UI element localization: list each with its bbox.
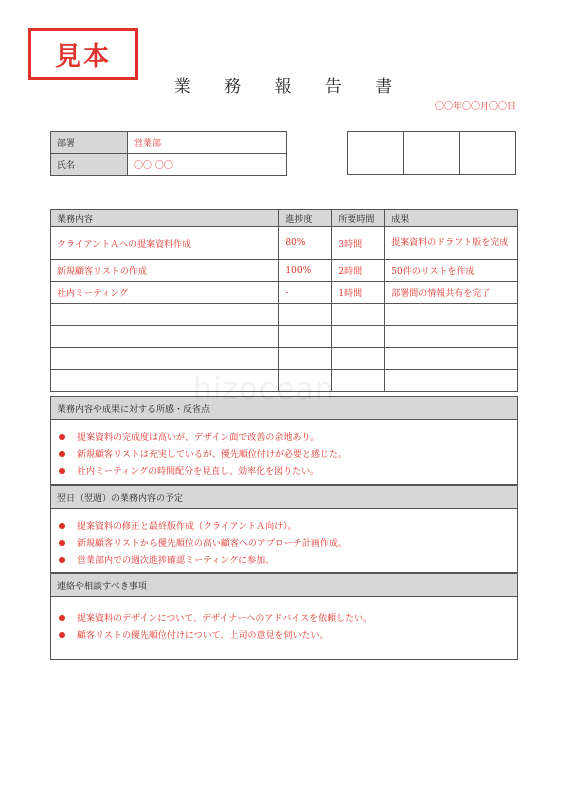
progress-cell: 80% (279, 227, 332, 260)
approval-box (404, 132, 460, 175)
list-item-text: 新規顧客リストは充実しているが、優先順位付けが必要と感じた。 (77, 450, 347, 460)
result-cell: 50件のリストを作成 (385, 260, 518, 282)
approval-stamp-boxes (347, 131, 516, 175)
list-item-text: 社内ミーティングの時間配分を見直し、効率化を図りたい。 (77, 467, 320, 477)
task-cell: クライアントＡへの提案資料作成 (51, 227, 279, 260)
table-row (51, 348, 518, 370)
plan-list (51, 509, 517, 568)
plan-header: 翌日（翌週）の業務内容の予定 (51, 486, 517, 509)
table-row (51, 260, 518, 282)
time-cell (332, 326, 385, 348)
task-table (50, 209, 518, 392)
consult-list (51, 597, 517, 643)
time-cell (332, 370, 385, 392)
header-task: 業務内容 (51, 210, 279, 227)
name-label: 氏名 (51, 154, 128, 176)
bullet-icon (59, 523, 65, 529)
task-cell (51, 326, 279, 348)
consult-section (50, 573, 518, 660)
watermark: hizocean (193, 372, 335, 407)
list-item-text: 新規顧客リストから優先順位の高い顧客へのアプローチ計画作成。 (77, 539, 347, 549)
department-value: 営業部 (128, 132, 287, 154)
task-cell (51, 304, 279, 326)
progress-cell (279, 326, 332, 348)
list-item (59, 428, 517, 445)
list-item-text: 提案資料の修正と最終版作成（クライアントＡ向け）。 (77, 522, 297, 532)
list-item (59, 551, 517, 568)
progress-cell: - (279, 282, 332, 304)
table-row (51, 326, 518, 348)
result-cell (385, 326, 518, 348)
reflection-list (51, 420, 517, 479)
table-row (51, 282, 518, 304)
list-item (59, 534, 517, 551)
list-item (59, 609, 517, 626)
bullet-icon (59, 557, 65, 563)
info-table (50, 131, 287, 176)
info-row (51, 132, 287, 154)
sample-stamp: 見本 (28, 28, 138, 80)
task-cell (51, 348, 279, 370)
reflection-header: 業務内容や成果に対する所感・反省点 (51, 397, 517, 420)
table-row (51, 304, 518, 326)
header-time: 所要時間 (332, 210, 385, 227)
info-row (51, 154, 287, 176)
result-cell (385, 348, 518, 370)
list-item-text: 顧客リストの優先順位付けについて、上司の意見を伺いたい。 (77, 631, 329, 641)
bullet-icon (59, 434, 65, 440)
bullet-icon (59, 540, 65, 546)
bullet-icon (59, 468, 65, 474)
bullet-icon (59, 615, 65, 621)
task-cell: 新規顧客リストの作成 (51, 260, 279, 282)
approval-box (348, 132, 404, 175)
result-cell (385, 370, 518, 392)
list-item (59, 517, 517, 534)
progress-cell (279, 304, 332, 326)
list-item-text: 提案資料のデザインについて、デザイナーへのアドバイスを依頼したい。 (77, 614, 373, 624)
result-cell (385, 304, 518, 326)
list-item (59, 462, 517, 479)
header-progress: 進捗度 (279, 210, 332, 227)
progress-cell: 100% (279, 260, 332, 282)
bullet-icon (59, 632, 65, 638)
time-cell: 2時間 (332, 260, 385, 282)
list-item (59, 626, 517, 643)
time-cell (332, 304, 385, 326)
consult-header: 連絡や相談すべき事項 (51, 574, 517, 597)
task-table-header (51, 210, 518, 227)
department-label: 部署 (51, 132, 128, 154)
list-item (59, 445, 517, 462)
list-item-text: 営業部内での週次進捗確認ミーティングに参加。 (77, 556, 275, 566)
result-cell: 提案資料のドラフト版を完成 (385, 227, 518, 260)
header-result: 成果 (385, 210, 518, 227)
result-cell: 部署間の情報共有を完了 (385, 282, 518, 304)
name-value: 〇〇 〇〇 (128, 154, 287, 176)
plan-section (50, 485, 518, 573)
report-date: 〇〇年〇〇月〇〇日 (434, 102, 516, 112)
time-cell: 1時間 (332, 282, 385, 304)
table-row (51, 227, 518, 260)
task-cell: 社内ミーティング (51, 282, 279, 304)
list-item-text: 提案資料の完成度は高いが、デザイン面で改善の余地あり。 (77, 433, 320, 443)
bullet-icon (59, 451, 65, 457)
time-cell (332, 348, 385, 370)
document-title: 業 務 報 告 書 (173, 77, 407, 97)
approval-box (460, 132, 516, 175)
progress-cell (279, 348, 332, 370)
reflection-section (50, 396, 518, 485)
time-cell: 3時間 (332, 227, 385, 260)
